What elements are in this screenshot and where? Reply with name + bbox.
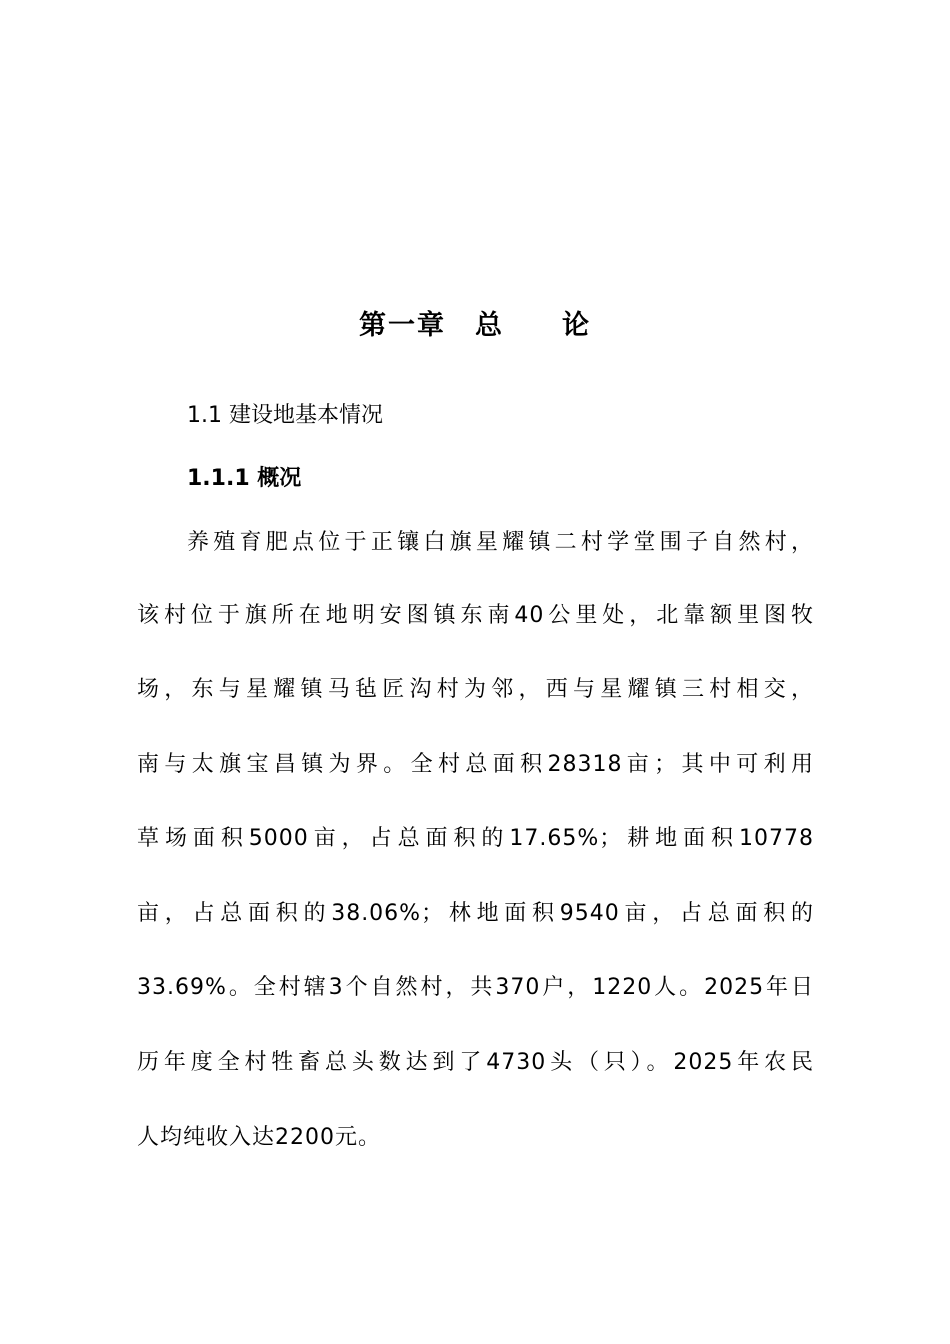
paragraph-line: 历年度全村牲畜总头数达到了4730头（只）。2025年农民 <box>137 1050 814 1075</box>
paragraph-line: 养殖育肥点位于正镶白旗星耀镇二村学堂围子自然村， <box>187 530 814 555</box>
paragraph-line: 南与太旗宝昌镇为界。全村总面积28318亩；其中可利用 <box>137 752 814 777</box>
paragraph-line: 场，东与星耀镇马毡匠沟村为邻，西与星耀镇三村相交， <box>137 677 814 702</box>
paragraph-line: 人均纯收入达2200元。 <box>137 1125 381 1150</box>
paragraph-line: 33.69%。全村辖3个自然村，共370户，1220人。2025年日 <box>137 975 814 1000</box>
paragraph-line: 草场面积5000亩，占总面积的17.65%；耕地面积10778 <box>137 826 814 851</box>
subsection-heading: 1.1.1 概况 <box>187 466 302 491</box>
chapter-title: 第一章 总 论 <box>359 310 591 341</box>
paragraph-line: 该村位于旗所在地明安图镇东南40公里处，北靠额里图牧 <box>137 603 814 628</box>
section-heading: 1.1 建设地基本情况 <box>187 403 383 428</box>
paragraph-line: 亩，占总面积的38.06%；林地面积9540亩，占总面积的 <box>137 901 814 926</box>
